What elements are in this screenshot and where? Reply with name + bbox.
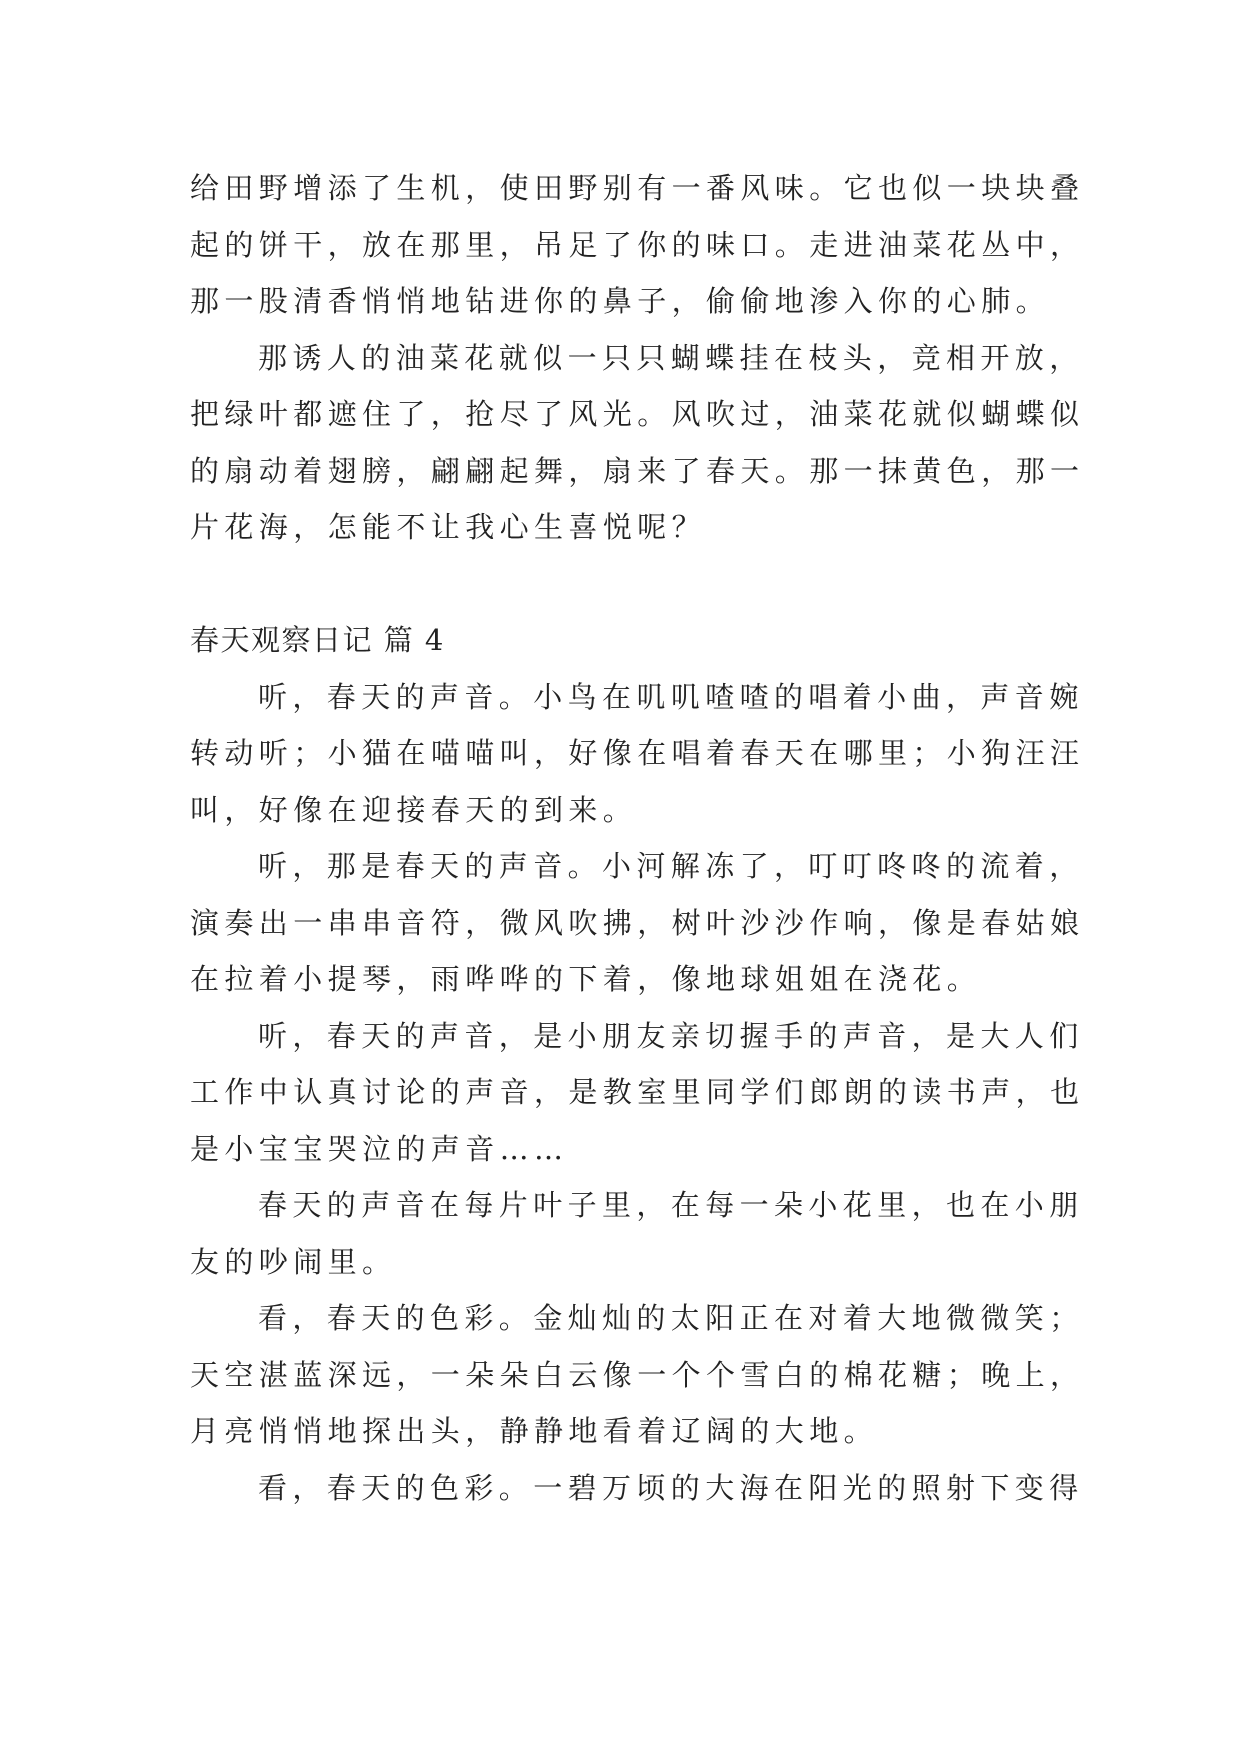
text-line: 工作中认真讨论的声音，是教室里同学们郎朗的读书声，也: [190, 1075, 1085, 1109]
text-line: 听，春天的声音。小鸟在叽叽喳喳的唱着小曲，声音婉: [258, 679, 1084, 714]
text-line: 友的吵闹里。: [190, 1244, 397, 1279]
text-line: 转动听；小猫在喵喵叫，好像在唱着春天在哪里；小狗汪汪: [190, 736, 1085, 770]
paragraph: [190, 838, 1085, 1008]
paragraph: [190, 669, 1085, 839]
paragraph: [190, 1008, 1085, 1178]
text-line: 听，春天的声音，是小朋友亲切握手的声音，是大人们: [258, 1018, 1084, 1053]
paragraph: [190, 330, 1085, 556]
text-line: 是小宝宝哭泣的声音……: [190, 1131, 569, 1166]
section-gap: [190, 556, 1050, 613]
paragraph: [190, 1290, 1085, 1460]
text-line: 看，春天的色彩。金灿灿的太阳正在对着大地微微笑；: [258, 1301, 1084, 1335]
section-heading: 春天观察日记 篇 4: [190, 623, 445, 657]
text-line: 月亮悄悄地探出头，静静地看着辽阔的大地。: [190, 1414, 879, 1448]
paragraph-continued: [190, 160, 1085, 330]
text-line: 春天的声音在每片叶子里，在每一朵小花里，也在小朋: [258, 1188, 1084, 1222]
text-line: 看，春天的色彩。一碧万顷的大海在阳光的照射下变得: [258, 1470, 1084, 1505]
paragraph: [190, 1177, 1084, 1290]
text-line: 听，那是春天的声音。小河解冻了，叮叮咚咚的流着，: [258, 849, 1084, 883]
text-line: 片花海，怎能不让我心生喜悦呢？: [190, 510, 707, 544]
text-line: 叫，好像在迎接春天的到来。: [190, 792, 638, 827]
text-line: 把绿叶都遮住了，抢尽了风光。风吹过，油菜花就似蝴蝶似: [190, 397, 1085, 431]
text-line: 在拉着小提琴，雨哗哗的下着，像地球姐姐在浇花。: [190, 962, 982, 996]
text-line: 给田野增添了生机，使田野别有一番风味。它也似一块块叠: [190, 171, 1085, 205]
text-line: 天空湛蓝深远，一朵朵白云像一个个雪白的棉花糖；晚上，: [190, 1357, 1085, 1392]
text-line: 的扇动着翅膀，翩翩起舞，扇来了春天。那一抹黄色，那一: [190, 453, 1085, 488]
paragraph: [190, 1460, 1084, 1517]
text-line: 起的饼干，放在那里，吊足了你的味口。走进油菜花丛中，: [190, 227, 1085, 262]
text-line: 那诱人的油菜花就似一只只蝴蝶挂在枝头，竞相开放，: [258, 340, 1084, 375]
document-body: [190, 160, 1085, 1516]
text-line: 那一股清香悄悄地钻进你的鼻子，偷偷地渗入你的心肺。: [190, 284, 1051, 318]
text-line: 演奏出一串串音符，微风吹拂，树叶沙沙作响，像是春姑娘: [190, 905, 1085, 940]
